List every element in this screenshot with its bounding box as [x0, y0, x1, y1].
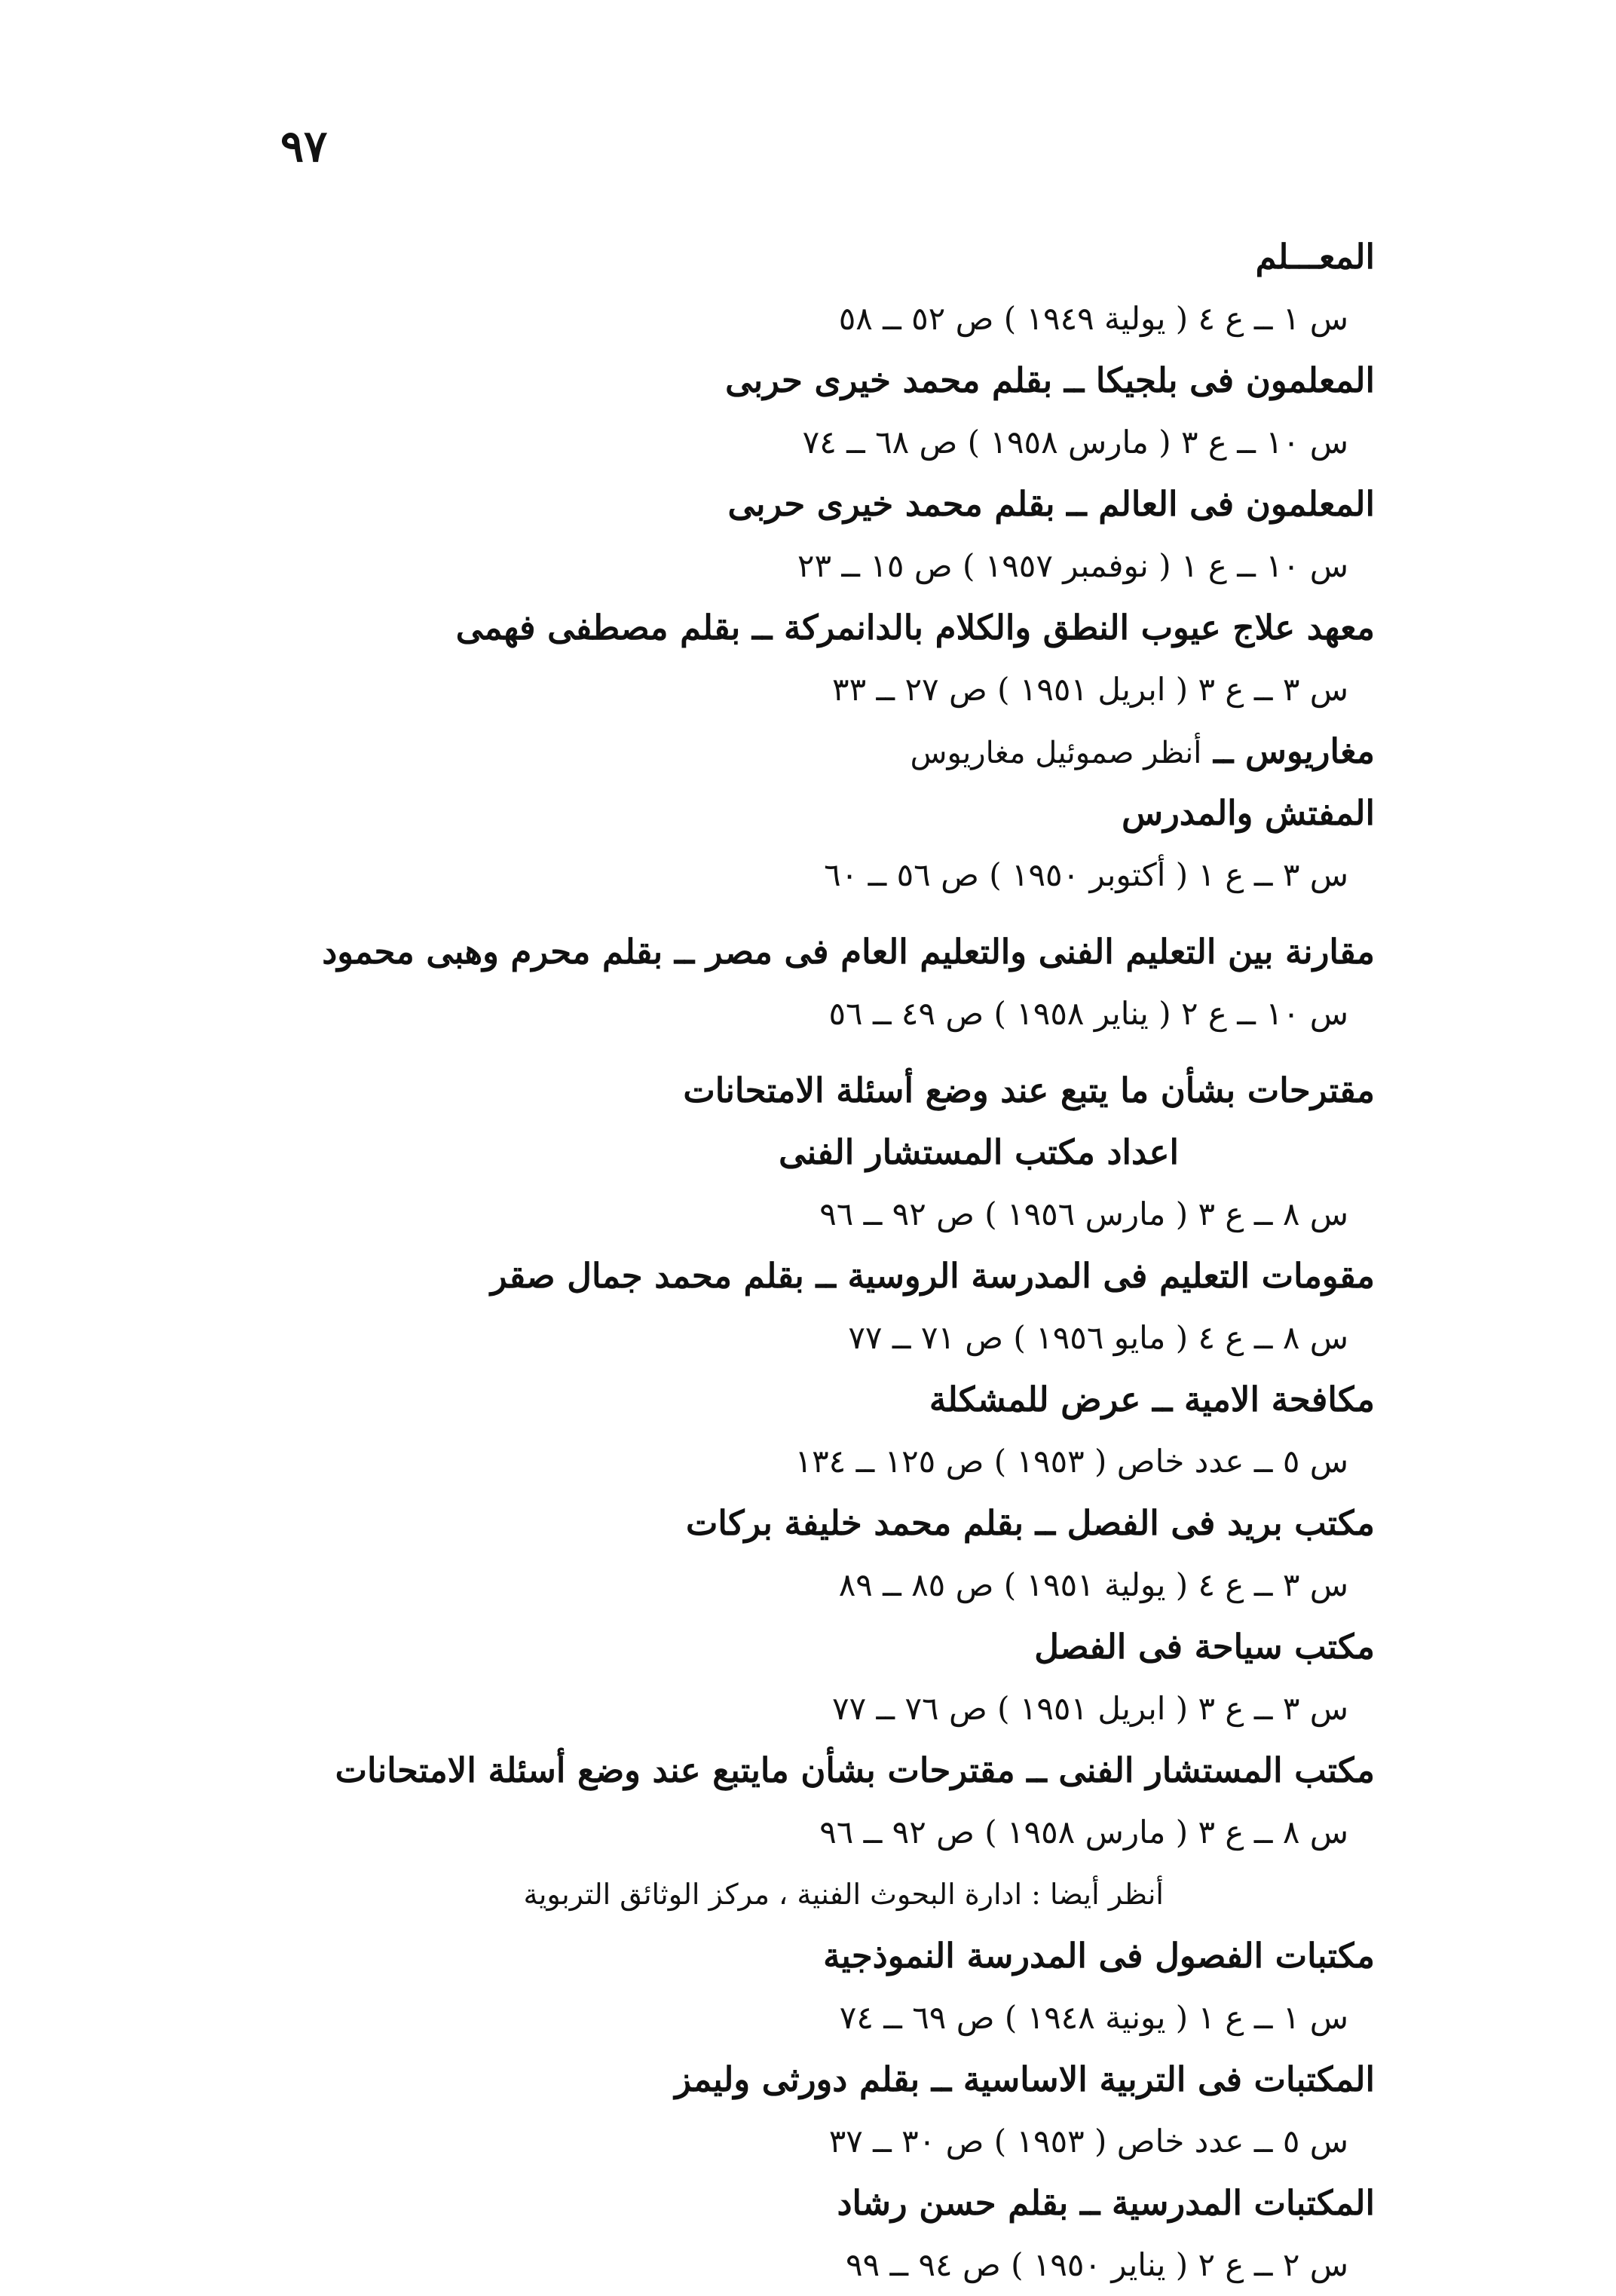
- entry-title-text: مكتبات الفصول فى المدرسة النموذجية: [823, 1936, 1375, 1976]
- entry-citation: [271, 1307, 1375, 1369]
- entry-citation: [271, 2111, 1375, 2172]
- entry-title-text: مقارنة بين التعليم الفنى والتعليم العام فى مصر ــ بقلم محرم وهبى محمود: [322, 932, 1375, 972]
- entry-title-text: المعلمون فى العالم ــ بقلم محمد خيرى حربى: [727, 484, 1375, 524]
- entry-citation: [271, 983, 1375, 1045]
- entry-citation-text: س ١ ــ ع ٤ ( يولية ١٩٤٩ ) ص ٥٢ ــ ٥٨: [838, 300, 1348, 337]
- entry-title-text: مقترحات بشأن ما يتبع عند وضع أسئلة الامتحانات: [683, 1070, 1375, 1110]
- entry-title-text: المعلمون فى بلجيكا ــ بقلم محمد خيرى حربى: [725, 360, 1375, 400]
- see-also-note: [271, 1863, 1375, 1925]
- entry-title-text: معهد علاج عيوب النطق والكلام بالدانمركة ــ بقلم مصطفى فهمى: [455, 608, 1375, 647]
- entry-citation-text: س ٣ ــ ع ٣ ( ابريل ١٩٥١ ) ص ٢٧ ــ ٣٣: [832, 671, 1348, 708]
- entry-citation-text: س ٣ ــ ع ٤ ( يولية ١٩٥١ ) ص ٨٥ ــ ٨٩: [838, 1566, 1348, 1603]
- entry-citation: [271, 1431, 1375, 1492]
- entry-title-text: المفتش والمدرس: [1122, 793, 1375, 833]
- entry-title: [271, 473, 1375, 535]
- entry-citation: [271, 2234, 1375, 2296]
- entry-citation-text: س ٨ ــ ع ٣ ( مارس ١٩٥٨ ) ص ٩٢ ــ ٩٦: [819, 1814, 1348, 1851]
- entry-title: [271, 597, 1375, 659]
- see-also-note-text: أنظر أيضا : ادارة البحوث الفنية ، مركز الوثائق التربوية: [523, 1878, 1164, 1911]
- entry-citation: [271, 1802, 1375, 1863]
- entry-citation-text: س ٥ ــ عدد خاص ( ١٩٥٣ ) ص ١٢٥ ــ ١٣٤: [794, 1443, 1348, 1480]
- entry-subtitle: [271, 1122, 1375, 1183]
- page-number: ٩٧: [280, 121, 328, 172]
- entry-citation: [271, 1183, 1375, 1245]
- entry-title-text: مقومات التعليم فى المدرسة الروسية ــ بقلم محمد جمال صقر: [490, 1256, 1375, 1296]
- entry-citation-text: س ١٠ ــ ع ٢ ( يناير ١٩٥٨ ) ص ٤٩ ــ ٥٦: [828, 995, 1348, 1032]
- entry-citation-text: س ٢ ــ ع ٢ ( يناير ١٩٥٠ ) ص ٩٤ ــ ٩٩: [846, 2246, 1348, 2283]
- entry-title-text: مكتب المستشار الفنى ــ مقترحات بشأن مايتبع عند وضع أسئلة الامتحانات: [335, 1750, 1375, 1790]
- entry-title-text: مكافحة الامية ــ عرض للمشكلة: [929, 1379, 1375, 1419]
- entry-title-text: المكتبات المدرسية ــ بقلم حسن رشاد: [837, 2183, 1375, 2223]
- entry-title: [271, 2172, 1375, 2234]
- entry-title: [271, 2049, 1375, 2111]
- entry-title: [271, 721, 1375, 782]
- entry-title: [271, 782, 1375, 844]
- entry-title-text: مكتب سياحة فى الفصل: [1034, 1627, 1375, 1667]
- entry-title: [271, 921, 1375, 983]
- entry-title-text: المعـــلم: [1255, 237, 1375, 277]
- entry-citation-text: س ١ ــ ع ١ ( يونية ١٩٤٨ ) ص ٦٩ ــ ٧٤: [839, 1999, 1348, 2036]
- entry-title: [271, 1925, 1375, 1987]
- entry-subtitle-text: اعداد مكتب المستشار الفنى: [779, 1132, 1179, 1172]
- entry-citation: [271, 1987, 1375, 2049]
- entry-title-text: المكتبات فى التربية الاساسية ــ بقلم دورثى وليمز: [675, 2059, 1375, 2099]
- spacer: [271, 1045, 1375, 1060]
- entry-title: [271, 350, 1375, 412]
- entry-citation-text: س ٥ ــ عدد خاص ( ١٩٥٣ ) ص ٣٠ ــ ٣٧: [828, 2123, 1348, 2160]
- index-entries: [271, 226, 1375, 2296]
- entry-citation: [271, 659, 1375, 721]
- entry-citation: [271, 412, 1375, 473]
- entry-citation-text: س ١٠ ــ ع ١ ( نوفمبر ١٩٥٧ ) ص ١٥ ــ ٢٣: [797, 547, 1348, 584]
- entry-citation: [271, 844, 1375, 906]
- entry-citation-text: س ٨ ــ ع ٤ ( مايو ١٩٥٦ ) ص ٧١ ــ ٧٧: [848, 1319, 1348, 1356]
- entry-title: [271, 1616, 1375, 1678]
- entry-title: [271, 1060, 1375, 1122]
- entry-citation-text: س ٣ ــ ع ١ ( أكتوبر ١٩٥٠ ) ص ٥٦ ــ ٦٠: [824, 856, 1348, 893]
- entry-citation: [271, 1554, 1375, 1616]
- entry-title: [271, 1245, 1375, 1307]
- entry-title: [271, 1369, 1375, 1431]
- entry-citation: [271, 288, 1375, 350]
- spacer: [271, 906, 1375, 921]
- entry-citation-text: س ١٠ ــ ع ٣ ( مارس ١٩٥٨ ) ص ٦٨ ــ ٧٤: [802, 424, 1348, 461]
- entry-title: [271, 1740, 1375, 1802]
- entry-title: [271, 226, 1375, 288]
- cross-reference-text: أنظر صموئيل مغاريوس: [910, 736, 1202, 770]
- entry-citation: [271, 1678, 1375, 1740]
- entry-title: [271, 1492, 1375, 1554]
- entry-title-text: مغاريوس ــ: [1214, 731, 1375, 771]
- entry-title-text: مكتب بريد فى الفصل ــ بقلم محمد خليفة بركات: [686, 1503, 1375, 1543]
- entry-citation-text: س ٣ ــ ع ٣ ( ابريل ١٩٥١ ) ص ٧٦ ــ ٧٧: [832, 1690, 1348, 1727]
- entry-citation: [271, 535, 1375, 597]
- entry-citation-text: س ٨ ــ ع ٣ ( مارس ١٩٥٦ ) ص ٩٢ ــ ٩٦: [819, 1195, 1348, 1232]
